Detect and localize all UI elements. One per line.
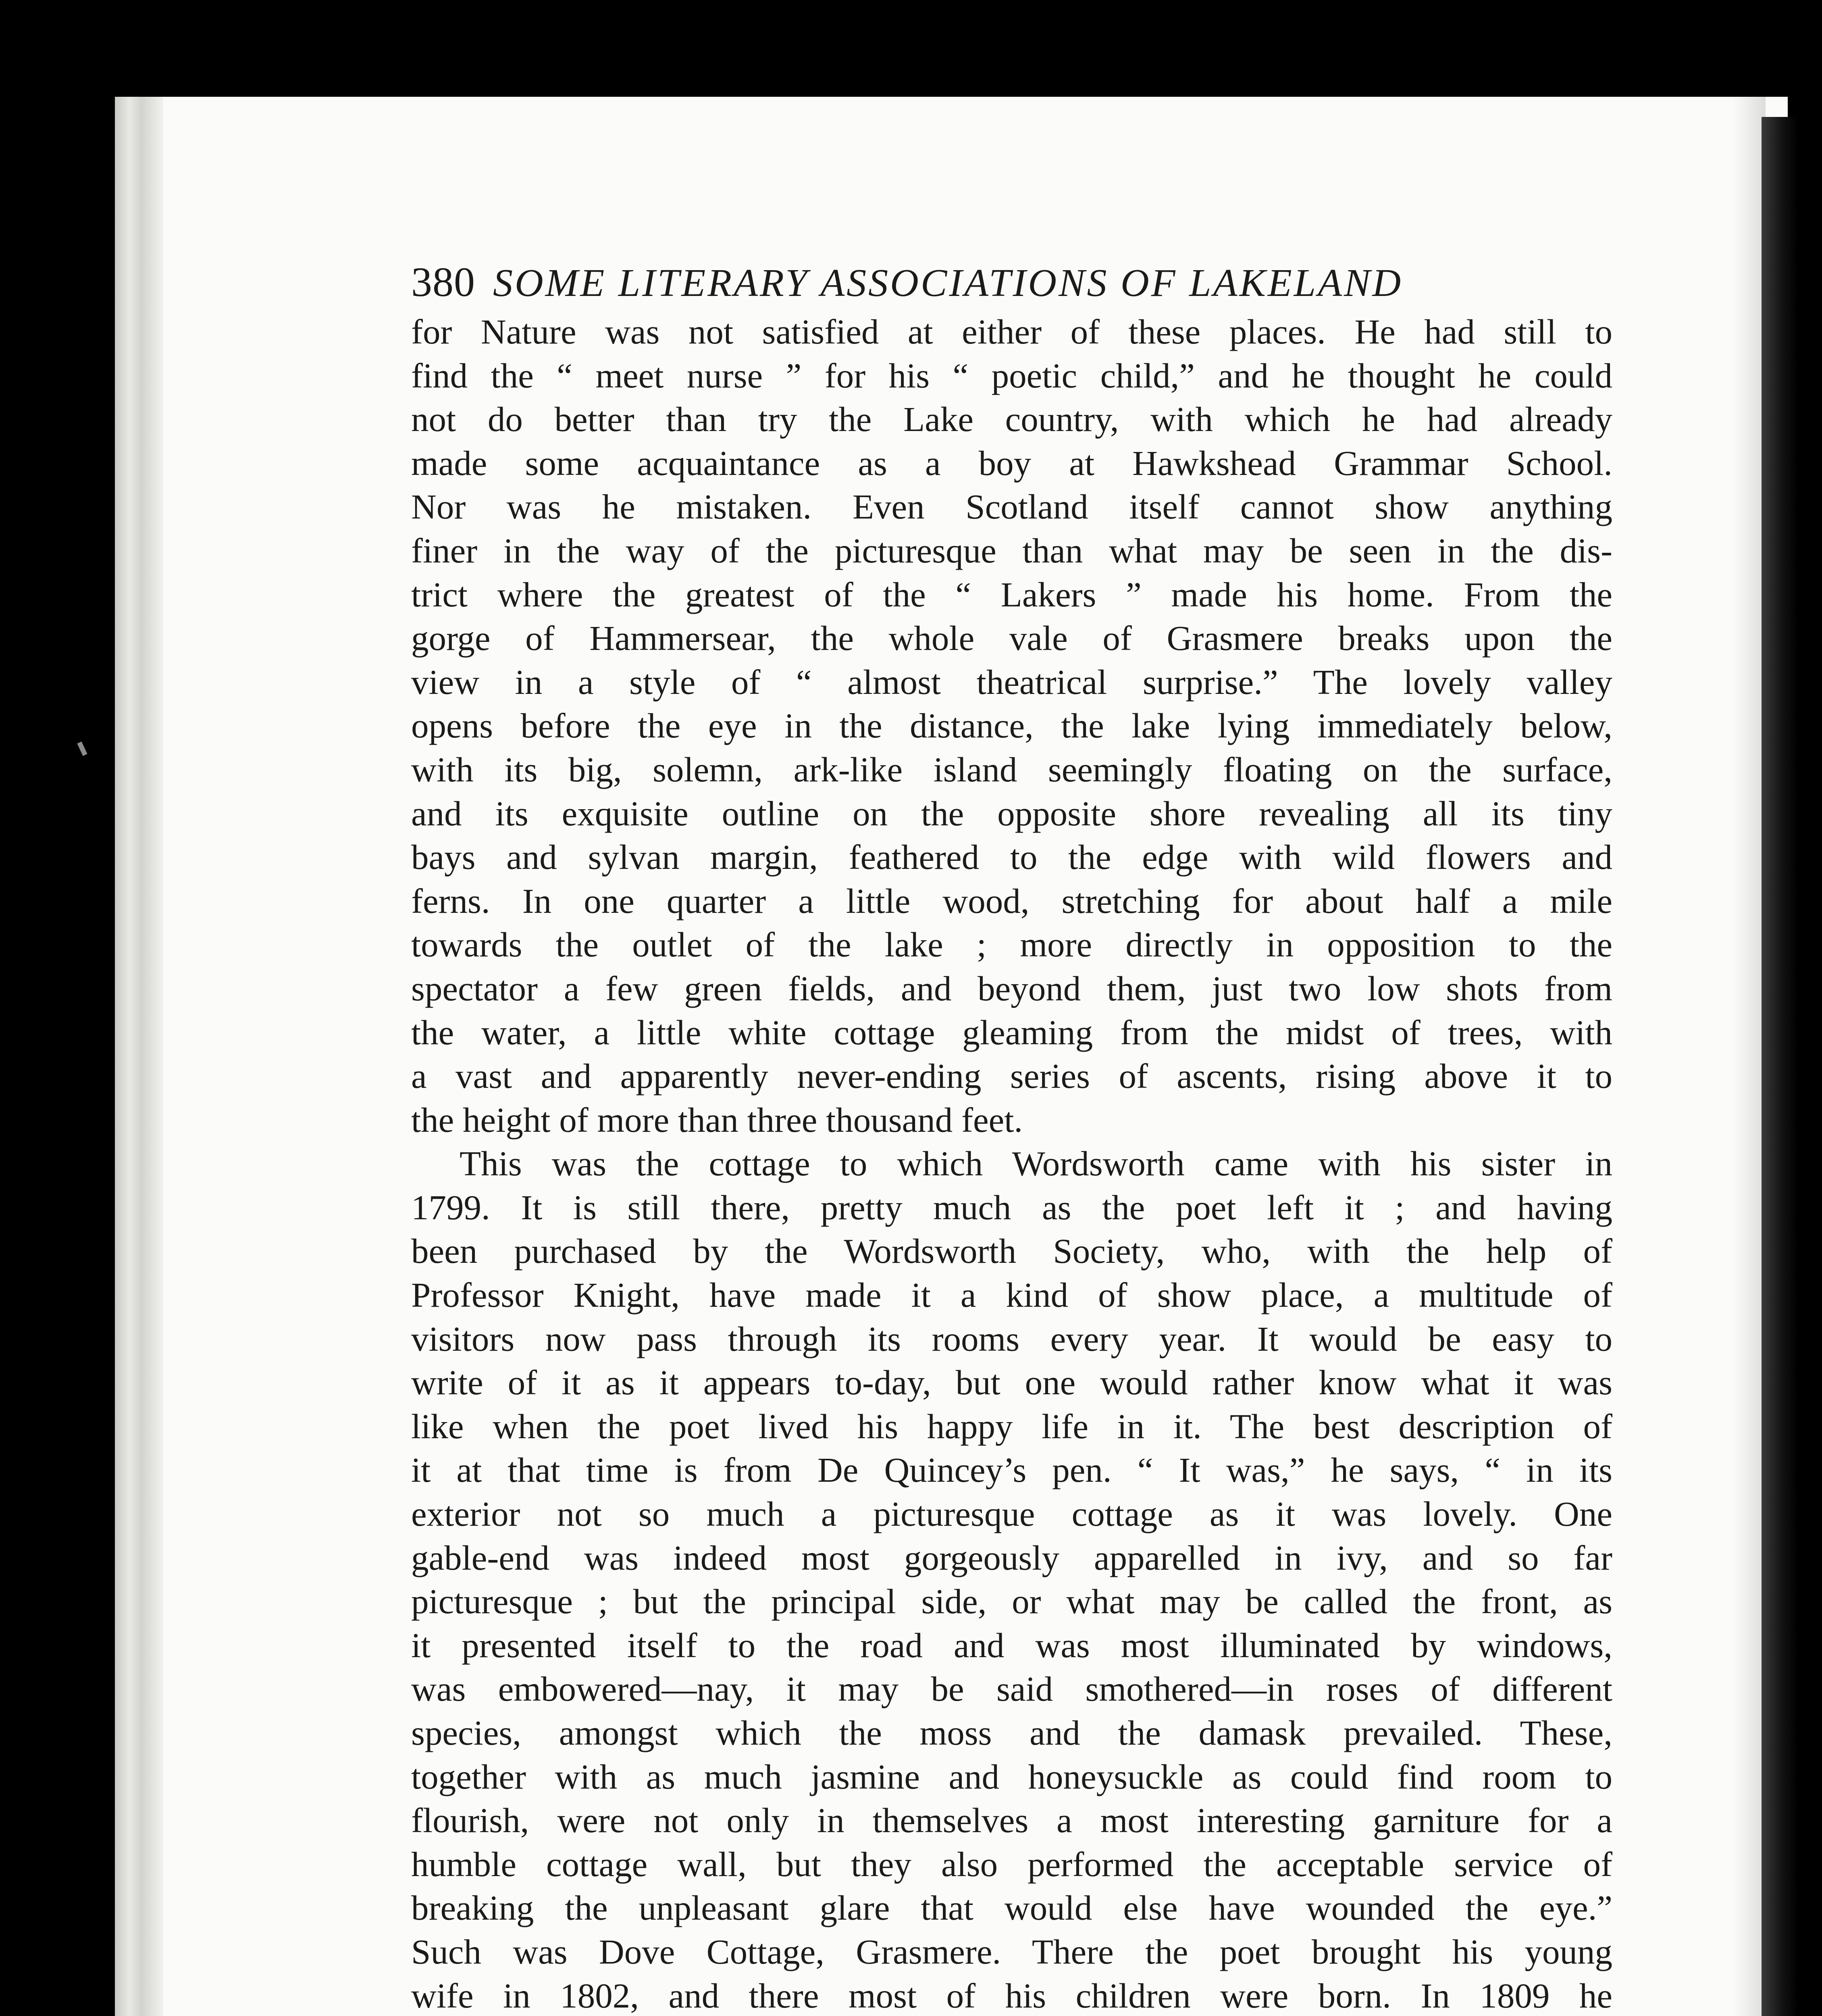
text-line: breaking the unpleasant glare that would else have wounded the eye.” [411, 1888, 1612, 1928]
text-line: Professor Knight, have made it a kind of show place, a multitude of [411, 1275, 1612, 1315]
text-line: with its big, solemn, ark-like island seemingly floating on the surface, [411, 750, 1612, 789]
text-line: been purchased by the Wordsworth Society, who, with the help of [411, 1231, 1612, 1271]
text-line: a vast and apparently never-ending series of ascents, rising above it to [411, 1056, 1612, 1096]
paragraph-start-line: This was the cottage to which Wordsworth came with his sister in [460, 1144, 1612, 1183]
running-head-title: SOME LITERARY ASSOCIATIONS OF LAKELAND [493, 261, 1403, 305]
page-content [411, 258, 1612, 2016]
page-edge-right [1762, 117, 1798, 2016]
page-edge-left [115, 97, 163, 2016]
text-line: exterior not so much a picturesque cottage as it was lovely. One [411, 1494, 1612, 1534]
text-line: humble cottage wall, but they also performed the acceptable service of [411, 1844, 1612, 1884]
text-line: visitors now pass through its rooms every year. It would be easy to [411, 1319, 1612, 1358]
body-text [411, 310, 1612, 2016]
text-line: Such was Dove Cottage, Grasmere. There the poet brought his young [411, 1932, 1612, 1971]
text-line: together with as much jasmine and honeysuckle as could find room to [411, 1757, 1612, 1796]
text-line: wife in 1802, and there most of his children were born. In 1809 he [411, 1976, 1612, 2015]
text-line: find the “ meet nurse ” for his “ poetic child,” and he thought he could [411, 356, 1612, 395]
text-line: was embowered—nay, it may be said smothered—in roses of different [411, 1669, 1612, 1709]
text-line: 1799. It is still there, pretty much as the poet left it ; and having [411, 1187, 1612, 1227]
text-line: spectator a few green fields, and beyond them, just two low shots from [411, 968, 1612, 1008]
text-line: made some acquaintance as a boy at Hawkshead Grammar School. [411, 443, 1612, 483]
text-line: for Nature was not satisfied at either of these places. He had still to [411, 312, 1612, 351]
text-line: bays and sylvan margin, feathered to the edge with wild flowers and [411, 837, 1612, 877]
text-line: trict where the greatest of the “ Lakers ” made his home. From the [411, 575, 1612, 614]
text-line: like when the poet lived his happy life in it. The best description of [411, 1406, 1612, 1446]
text-line: gable-end was indeed most gorgeously apparelled in ivy, and so far [411, 1538, 1612, 1577]
text-line: it presented itself to the road and was most illuminated by windows, [411, 1625, 1612, 1665]
text-line: towards the outlet of the lake ; more directly in opposition to the [411, 925, 1612, 964]
text-line: the water, a little white cottage gleaming from the midst of trees, with [411, 1012, 1612, 1052]
text-line: view in a style of “ almost theatrical surprise.” The lovely valley [411, 662, 1612, 702]
text-line: picturesque ; but the principal side, or what may be called the front, as [411, 1582, 1612, 1621]
text-line: not do better than try the Lake country, with which he had already [411, 400, 1612, 439]
text-line: opens before the eye in the distance, the lake lying immediately below, [411, 706, 1612, 746]
text-line: gorge of Hammersear, the whole vale of Grasmere breaks upon the [411, 619, 1612, 658]
text-line: finer in the way of the picturesque than what may be seen in the dis- [411, 531, 1612, 570]
text-line: and its exquisite outline on the opposite shore revealing all its tiny [411, 793, 1612, 833]
text-line: flourish, were not only in themselves a most interesting garniture for a [411, 1801, 1612, 1840]
page-number: 380 [411, 259, 475, 305]
text-line: ferns. In one quarter a little wood, stretching for about half a mile [411, 881, 1612, 921]
text-line: species, amongst which the moss and the damask prevailed. These, [411, 1713, 1612, 1752]
text-line: it at that time is from De Quincey’s pen. “ It was,” he says, “ in its [411, 1450, 1612, 1490]
gutter-shadow [1733, 97, 1766, 2016]
paragraph-end-line: the height of more than three thousand feet. [411, 1100, 1023, 1139]
text-line: Nor was he mistaken. Even Scotland itself cannot show anything [411, 487, 1612, 527]
running-head [411, 258, 1612, 306]
text-line: write of it as it appears to-day, but one would rather know what it was [411, 1363, 1612, 1402]
